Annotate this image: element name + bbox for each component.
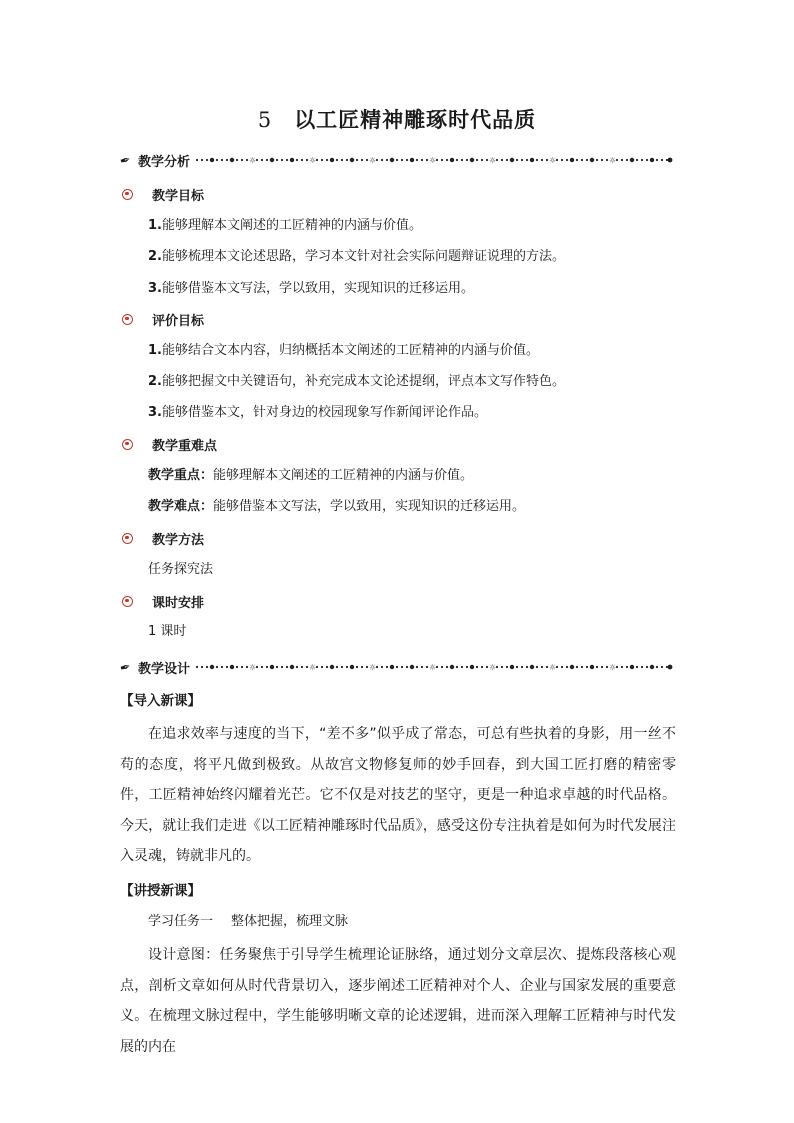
svg-text:☼: ☼ <box>309 156 317 164</box>
dotted-rule <box>194 156 676 164</box>
svg-text:☼: ☼ <box>489 156 497 164</box>
keypoint-item: 教学难点：能够借鉴本文写法，学以致用，实现知识的迁移运用。 <box>148 499 526 514</box>
svg-text:☼: ☼ <box>429 663 437 671</box>
task-name: 整体把握，梳理文脉 <box>231 914 349 929</box>
lesson-number: 5 <box>257 108 273 132</box>
dotted-rule <box>194 663 676 671</box>
lecture-heading: 【讲授新课】 <box>120 883 201 899</box>
divider-label: 教学设计 <box>138 661 191 677</box>
page-title <box>0 104 794 134</box>
task-label: 学习任务一 <box>148 914 214 929</box>
pen-icon: ✒ <box>118 152 133 170</box>
svg-text:☼: ☼ <box>429 156 437 164</box>
lesson-title: 以工匠精神雕琢时代品质 <box>294 107 537 132</box>
section-heading: 评价目标 <box>152 313 205 329</box>
evaluation-item: 3.能够借鉴本文，针对身边的校园现象写作新闻评论作品。 <box>148 405 487 420</box>
section-evaluation <box>122 309 204 329</box>
design-intent-paragraph: 设计意图：任务聚焦于引导学生梳理论证脉络，通过划分文章层次、提炼段落核心观点，剖析文章如何从时代背景切入，逐步阐述工匠精神对个人、企业与国家发展的重要意义。在梳理文脉过程中，学生能够明晰文章的论述逻辑，进而深入理解工匠精神与时代发展的内在 <box>120 947 676 1055</box>
intro-heading: 【导入新课】 <box>120 693 201 709</box>
section-divider-design <box>120 657 676 677</box>
circle-bullet-icon <box>122 439 133 450</box>
svg-text:☼: ☼ <box>249 156 257 164</box>
section-heading: 教学重难点 <box>152 438 218 454</box>
section-schedule <box>122 591 204 611</box>
svg-text:☼: ☼ <box>309 663 317 671</box>
task-title <box>148 912 348 932</box>
section-heading: 教学方法 <box>152 532 205 548</box>
circle-bullet-icon <box>122 533 133 544</box>
svg-text:☼: ☼ <box>549 663 557 671</box>
divider-label: 教学分析 <box>138 154 191 170</box>
svg-text:☼: ☼ <box>249 663 257 671</box>
svg-text:☼: ☼ <box>369 156 377 164</box>
section-divider-analysis <box>120 150 676 170</box>
evaluation-item: 2.能够把握文中关键语句，补充完成本文论述提纲，评点本文写作特色。 <box>148 374 565 389</box>
circle-bullet-icon <box>122 596 133 607</box>
section-keypoints <box>122 434 217 454</box>
svg-text:☼: ☼ <box>609 156 617 164</box>
section-heading: 课时安排 <box>152 595 205 611</box>
circle-bullet-icon <box>122 189 133 200</box>
svg-text:☼: ☼ <box>609 663 617 671</box>
goal-item: 3.能够借鉴本文写法，学以致用，实现知识的迁移运用。 <box>148 281 474 296</box>
pen-icon: ✒ <box>118 659 133 677</box>
goal-item: 1.能够理解本文阐述的工匠精神的内涵与价值。 <box>148 218 422 233</box>
goal-item: 2.能够梳理本文论述思路，学习本文针对社会实际问题辩证说理的方法。 <box>148 249 565 264</box>
schedule-text: 1 课时 <box>148 624 187 639</box>
svg-text:☼: ☼ <box>549 156 557 164</box>
svg-text:☼: ☼ <box>489 663 497 671</box>
intro-paragraph: 在追求效率与速度的当下，“差不多”似乎成了常态，可总有些执着的身影，用一丝不苟的态度，将平凡做到极致。从故宫文物修复师的妙手回春，到大国工匠打磨的精密零件，工匠精神始终闪耀着光芒。它不仅是对技艺的坚守，更是一种追求卓越的时代品格。今天，就让我们走进《以工匠精神雕琢时代品质》，感受这份专注执着是如何为时代发展注入灵魂，铸就非凡的。 <box>120 726 676 864</box>
method-text: 任务探究法 <box>148 562 214 577</box>
evaluation-item: 1.能够结合文本内容，归纳概括本文阐述的工匠精神的内涵与价值。 <box>148 343 539 358</box>
section-method <box>122 528 204 548</box>
svg-text:☼: ☼ <box>369 663 377 671</box>
circle-bullet-icon <box>122 314 133 325</box>
section-heading: 教学目标 <box>152 188 205 204</box>
keypoint-item: 教学重点：能够理解本文阐述的工匠精神的内涵与价值。 <box>148 468 474 483</box>
section-goals <box>122 184 204 204</box>
